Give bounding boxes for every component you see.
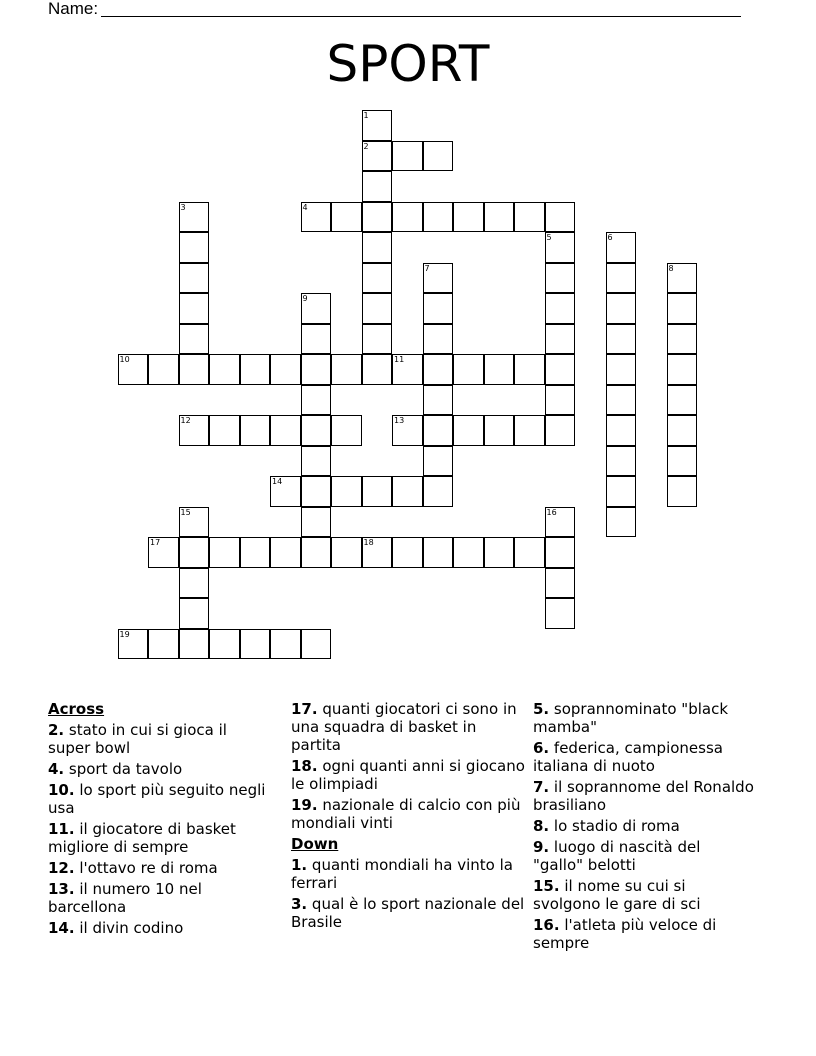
grid-cell[interactable] bbox=[331, 537, 362, 568]
puzzle-title: SPORT bbox=[326, 35, 490, 93]
grid-cell[interactable] bbox=[392, 141, 423, 172]
clue-number: 13 bbox=[394, 416, 405, 425]
grid-cell[interactable] bbox=[545, 507, 576, 538]
clue-across-18: 18. ogni quanti anni si giocano le olimpiadi bbox=[291, 757, 525, 793]
clue-number: 10 bbox=[119, 355, 130, 364]
clue-down-16: 16. l'atleta più veloce di sempre bbox=[533, 916, 717, 952]
grid-cell[interactable] bbox=[240, 354, 271, 385]
grid-cell[interactable] bbox=[545, 263, 576, 294]
grid-cell[interactable] bbox=[514, 202, 545, 233]
grid-cell[interactable] bbox=[514, 537, 545, 568]
clue-across-10: 10. lo sport più seguito negli usa bbox=[48, 781, 266, 817]
grid-cell[interactable] bbox=[423, 141, 454, 172]
grid-cell[interactable] bbox=[453, 537, 484, 568]
clue-across-4: 4. sport da tavolo bbox=[48, 760, 183, 778]
clue-down-15: 15. il nome su cui si svolgono le gare di sci bbox=[533, 877, 701, 913]
grid-cell[interactable] bbox=[179, 324, 210, 355]
grid-cell[interactable] bbox=[545, 202, 576, 233]
clue-number: 16 bbox=[546, 507, 557, 517]
grid-cell[interactable] bbox=[606, 232, 637, 263]
grid-cell[interactable] bbox=[423, 354, 454, 385]
grid-cell[interactable] bbox=[606, 507, 637, 538]
grid-cell[interactable] bbox=[545, 324, 576, 355]
grid-cell[interactable] bbox=[606, 293, 637, 324]
grid-cell[interactable] bbox=[148, 354, 179, 385]
grid-cell[interactable] bbox=[423, 476, 454, 507]
grid-cell[interactable] bbox=[179, 293, 210, 324]
grid-cell[interactable] bbox=[606, 446, 637, 477]
grid-cell[interactable] bbox=[545, 568, 576, 599]
grid-cell[interactable] bbox=[331, 354, 362, 385]
grid-cell[interactable] bbox=[179, 507, 210, 538]
grid-cell[interactable] bbox=[362, 324, 393, 355]
grid-cell[interactable] bbox=[606, 415, 637, 446]
grid-cell[interactable] bbox=[423, 385, 454, 416]
grid-cell[interactable] bbox=[423, 202, 454, 233]
grid-cell[interactable] bbox=[423, 324, 454, 355]
grid-cell[interactable] bbox=[179, 629, 210, 660]
grid-cell[interactable] bbox=[301, 537, 332, 568]
grid-cell[interactable] bbox=[209, 415, 240, 446]
clue-down-8: 8. lo stadio di roma bbox=[533, 817, 680, 835]
clue-number: 9 bbox=[302, 294, 308, 303]
grid-cell[interactable] bbox=[362, 537, 393, 568]
grid-cell[interactable] bbox=[606, 385, 637, 416]
clue-across-11: 11. il giocatore di basket migliore di sempre bbox=[48, 820, 236, 856]
grid-cell[interactable] bbox=[667, 446, 698, 477]
across-heading: Across bbox=[48, 700, 105, 718]
grid-cell[interactable] bbox=[606, 354, 637, 385]
grid-cell[interactable] bbox=[270, 354, 301, 385]
clue-down-5: 5. soprannominato "black mamba" bbox=[533, 700, 729, 736]
clue-number: 17 bbox=[150, 538, 161, 547]
grid-cell[interactable] bbox=[301, 629, 332, 660]
grid-cell[interactable] bbox=[362, 110, 393, 141]
grid-cell[interactable] bbox=[270, 476, 301, 507]
grid-cell[interactable] bbox=[331, 415, 362, 446]
name-label: Name: bbox=[48, 0, 99, 18]
grid-cell[interactable] bbox=[545, 354, 576, 385]
clue-number: 1 bbox=[363, 111, 369, 120]
grid-cell[interactable] bbox=[240, 537, 271, 568]
grid-cell[interactable] bbox=[514, 415, 545, 446]
clue-down-1: 1. quanti mondiali ha vinto la ferrari bbox=[291, 856, 513, 892]
grid-cell[interactable] bbox=[179, 232, 210, 263]
grid-cell[interactable] bbox=[667, 293, 698, 324]
grid-cell[interactable] bbox=[270, 537, 301, 568]
clue-number: 6 bbox=[607, 233, 613, 242]
grid-cell[interactable] bbox=[148, 537, 179, 568]
clues-column-3 bbox=[533, 700, 755, 955]
clue-number: 4 bbox=[302, 202, 308, 212]
grid-cell[interactable] bbox=[545, 598, 576, 629]
grid-cell[interactable] bbox=[667, 385, 698, 416]
grid-cell[interactable] bbox=[667, 415, 698, 446]
grid-cell[interactable] bbox=[545, 385, 576, 416]
grid-cell[interactable] bbox=[240, 415, 271, 446]
grid-cell[interactable] bbox=[392, 476, 423, 507]
grid-cell[interactable] bbox=[148, 629, 179, 660]
grid-cell[interactable] bbox=[545, 232, 576, 263]
grid-cell[interactable] bbox=[606, 263, 637, 294]
grid-cell[interactable] bbox=[484, 202, 515, 233]
clue-across-17: 17. quanti giocatori ci sono in una squadra di basket in partita bbox=[291, 700, 517, 754]
grid-cell[interactable] bbox=[301, 385, 332, 416]
grid-cell[interactable] bbox=[301, 446, 332, 477]
grid-cell[interactable] bbox=[392, 354, 423, 385]
grid-cell[interactable] bbox=[362, 202, 393, 233]
clues-column-2 bbox=[291, 700, 525, 934]
clue-down-6: 6. federica, campionessa italiana di nuoto bbox=[533, 739, 723, 775]
grid-cell[interactable] bbox=[179, 568, 210, 599]
grid-cell[interactable] bbox=[301, 507, 332, 538]
grid-cell[interactable] bbox=[331, 202, 362, 233]
grid-cell[interactable] bbox=[301, 476, 332, 507]
clue-across-14: 14. il divin codino bbox=[48, 919, 184, 937]
clue-across-13: 13. il numero 10 nel barcellona bbox=[48, 880, 202, 916]
grid-cell[interactable] bbox=[331, 476, 362, 507]
grid-cell[interactable] bbox=[606, 476, 637, 507]
clue-number: 19 bbox=[119, 629, 130, 639]
grid-cell[interactable] bbox=[423, 415, 454, 446]
grid-cell[interactable] bbox=[209, 629, 240, 660]
grid-cell[interactable] bbox=[392, 537, 423, 568]
grid-cell[interactable] bbox=[423, 537, 454, 568]
grid-cell[interactable] bbox=[423, 446, 454, 477]
grid-cell[interactable] bbox=[301, 324, 332, 355]
grid-cell[interactable] bbox=[667, 324, 698, 355]
grid-cell[interactable] bbox=[118, 354, 149, 385]
clue-number: 5 bbox=[546, 233, 552, 242]
grid-cell[interactable] bbox=[362, 263, 393, 294]
grid-cell[interactable] bbox=[179, 598, 210, 629]
grid-cell[interactable] bbox=[362, 354, 393, 385]
grid-cell[interactable] bbox=[362, 476, 393, 507]
grid-cell[interactable] bbox=[423, 263, 454, 294]
grid-cell[interactable] bbox=[118, 629, 149, 660]
clue-number: 2 bbox=[363, 141, 369, 151]
clue-number: 8 bbox=[668, 263, 674, 273]
grid-cell[interactable] bbox=[667, 263, 698, 294]
grid-cell[interactable] bbox=[484, 537, 515, 568]
grid-cell[interactable] bbox=[362, 293, 393, 324]
grid-cell[interactable] bbox=[301, 415, 332, 446]
grid-cell[interactable] bbox=[301, 354, 332, 385]
grid-cell[interactable] bbox=[179, 415, 210, 446]
grid-cell[interactable] bbox=[545, 415, 576, 446]
clue-number: 15 bbox=[180, 507, 191, 517]
grid-cell[interactable] bbox=[362, 171, 393, 202]
clue-number: 11 bbox=[394, 355, 405, 364]
clue-down-9: 9. luogo di nascità del "gallo" belotti bbox=[533, 838, 701, 874]
clue-number: 12 bbox=[180, 416, 191, 425]
grid-cell[interactable] bbox=[270, 629, 301, 660]
grid-cell[interactable] bbox=[453, 202, 484, 233]
grid-cell[interactable] bbox=[209, 354, 240, 385]
clue-down-7: 7. il soprannome del Ronaldo brasiliano bbox=[533, 778, 754, 814]
grid-cell[interactable] bbox=[301, 202, 332, 233]
grid-cell[interactable] bbox=[179, 263, 210, 294]
grid-cell[interactable] bbox=[240, 629, 271, 660]
grid-cell[interactable] bbox=[484, 415, 515, 446]
clue-across-2: 2. stato in cui si gioca il super bowl bbox=[48, 721, 227, 757]
grid-cell[interactable] bbox=[209, 537, 240, 568]
grid-cell[interactable] bbox=[667, 354, 698, 385]
grid-cell[interactable] bbox=[453, 354, 484, 385]
grid-cell[interactable] bbox=[301, 293, 332, 324]
clue-number: 14 bbox=[272, 477, 283, 486]
grid-cell[interactable] bbox=[179, 537, 210, 568]
clue-number: 3 bbox=[180, 202, 186, 212]
grid-cell[interactable] bbox=[179, 354, 210, 385]
clue-number: 7 bbox=[424, 263, 430, 273]
grid-cell[interactable] bbox=[484, 354, 515, 385]
grid-cell[interactable] bbox=[545, 293, 576, 324]
grid-cell[interactable] bbox=[362, 141, 393, 172]
grid-cell[interactable] bbox=[667, 476, 698, 507]
grid-cell[interactable] bbox=[179, 202, 210, 233]
grid-cell[interactable] bbox=[392, 202, 423, 233]
grid-cell[interactable] bbox=[606, 324, 637, 355]
grid-cell[interactable] bbox=[392, 415, 423, 446]
clues-column-1 bbox=[48, 700, 270, 940]
grid-cell[interactable] bbox=[453, 415, 484, 446]
down-heading: Down bbox=[291, 835, 339, 853]
grid-cell[interactable] bbox=[270, 415, 301, 446]
clue-across-12: 12. l'ottavo re di roma bbox=[48, 859, 218, 877]
grid-cell[interactable] bbox=[545, 537, 576, 568]
clue-down-3: 3. qual è lo sport nazionale del Brasile bbox=[291, 895, 525, 931]
clue-number: 18 bbox=[363, 538, 374, 547]
grid-cell[interactable] bbox=[362, 232, 393, 263]
grid-cell[interactable] bbox=[514, 354, 545, 385]
clue-across-19: 19. nazionale di calcio con più mondiali vinti bbox=[291, 796, 521, 832]
grid-cell[interactable] bbox=[423, 293, 454, 324]
